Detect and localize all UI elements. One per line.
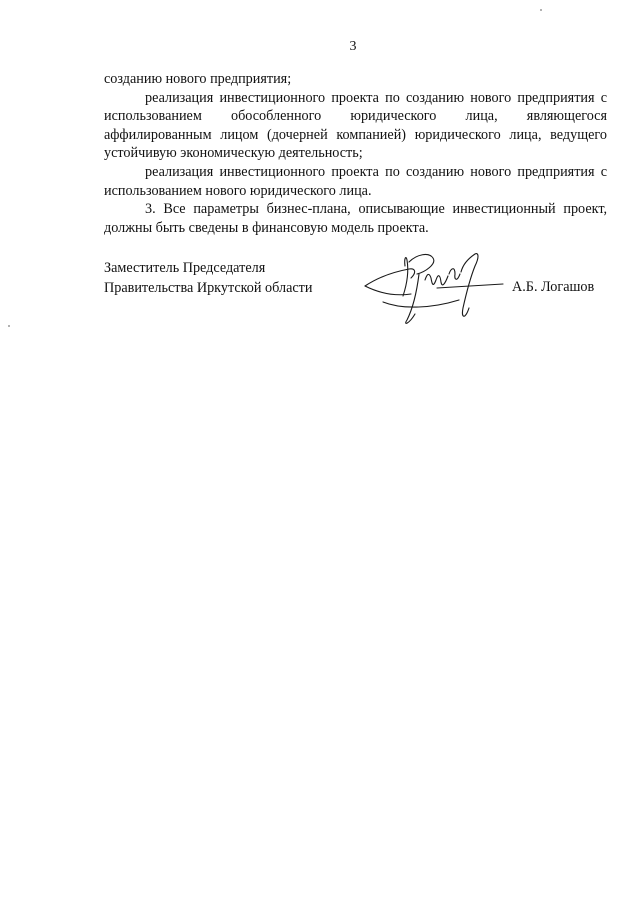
document-body (104, 70, 607, 237)
page-number: 3 (349, 39, 357, 54)
scan-speck (8, 325, 10, 327)
handwritten-signature-icon (363, 250, 513, 332)
signatory-title-line1: Заместитель Председателя (104, 260, 266, 276)
paragraph-financial-model: 3. Все параметры бизнес-плана, описывающие инвестиционный проект, должны быть сведены в финансовую модель проекта. (104, 201, 607, 236)
paragraph-continuation: созданию нового предприятия; (104, 71, 292, 87)
signatory-title-line2: Правительства Иркутской области (104, 279, 313, 296)
signatory-name: А.Б. Логашов (512, 279, 595, 295)
paragraph-new-entity: реализация инвестиционного проекта по созданию нового предприятия с использованием нового юридического лица. (104, 163, 607, 199)
paragraph-affiliated-entity: реализация инвестиционного проекта по созданию нового предприятия с использованием обособленного юридического лица, являющегося аффилированным лицом (дочерней компанией) юридического лица, ведущего устойчивую экономическую деятельность; (104, 89, 607, 162)
signatory-title (104, 259, 312, 298)
scan-speck (540, 9, 542, 11)
